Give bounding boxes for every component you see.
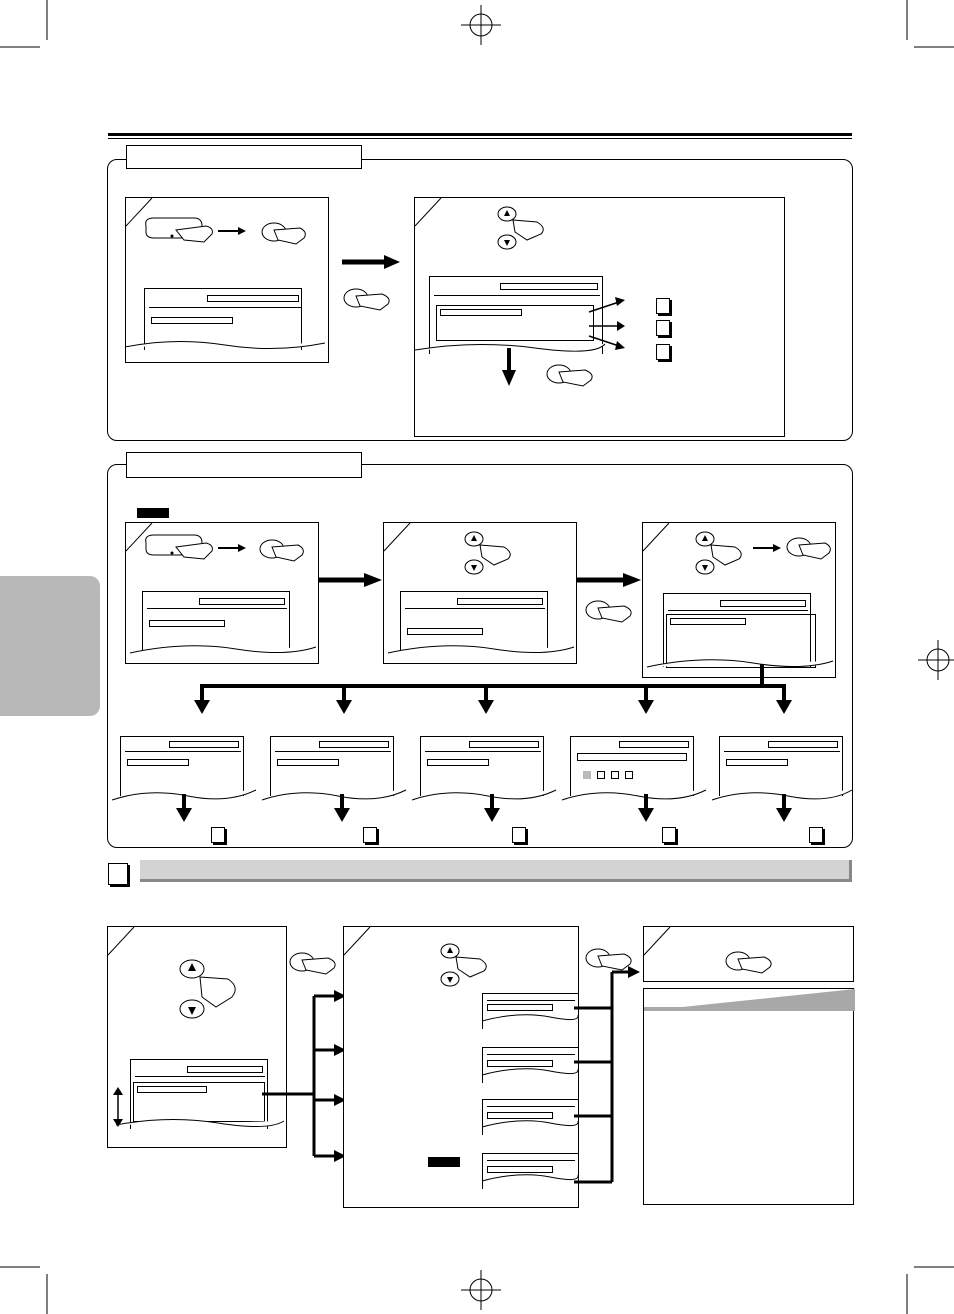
step-ref-box	[656, 320, 670, 336]
menu-divider	[147, 608, 287, 609]
corner-mark	[108, 927, 138, 957]
section-title-tab-2	[126, 452, 362, 478]
flow-arrow	[342, 254, 402, 270]
menu-highlight	[407, 628, 483, 635]
disc-type-tag	[428, 1157, 460, 1167]
menu-divider	[724, 751, 840, 752]
menu-highlight	[440, 309, 522, 316]
corner-mark	[384, 523, 414, 553]
menu-divider	[434, 295, 600, 296]
right-arrow-icon	[218, 543, 248, 553]
menu-highlight	[149, 620, 225, 627]
menu-title-bar	[619, 741, 689, 748]
menu-title-bar	[319, 741, 389, 748]
down-arrow-icon	[501, 348, 517, 388]
step-ref-box	[656, 344, 670, 360]
crosshair-registration-icon	[461, 5, 501, 45]
wave-edge	[125, 337, 325, 357]
flow-arrow	[577, 572, 643, 588]
menu-highlight	[127, 759, 189, 766]
up-down-arrow-buttons-icon	[464, 527, 524, 577]
flow-arrow	[318, 572, 384, 588]
section-title-tab-1	[126, 145, 362, 169]
corner-mark	[415, 198, 445, 228]
step-ref-box	[809, 827, 823, 843]
menu-screen	[144, 288, 302, 350]
note-header-wedge	[644, 989, 855, 1011]
sub-down-arrows	[0, 794, 954, 826]
menu-title-bar	[207, 295, 299, 302]
password-digit	[597, 771, 605, 779]
disc-type-tag	[137, 508, 169, 518]
menu-highlight	[670, 618, 746, 625]
hand-pressing-button-icon	[260, 220, 310, 246]
hand-pressing-button-icon	[258, 537, 308, 563]
bottom-step-box-3	[643, 926, 854, 982]
step-ref-box	[363, 827, 377, 843]
wave-edge	[108, 1115, 288, 1135]
menu-title-bar	[469, 741, 539, 748]
up-down-arrow-buttons-icon	[695, 527, 755, 577]
setup-button-icon	[144, 533, 219, 563]
menu-highlight	[277, 759, 339, 766]
menu-highlight	[487, 1004, 553, 1011]
up-down-arrow-buttons-icon	[178, 957, 248, 1027]
wave-edge	[384, 639, 578, 663]
hand-pressing-button-icon	[584, 946, 640, 970]
step-ref-box	[662, 827, 676, 843]
menu-title-bar	[720, 600, 806, 607]
hand-pressing-button-icon	[288, 950, 344, 974]
menu-divider	[125, 751, 241, 752]
menu-divider	[135, 1076, 265, 1077]
password-digit	[611, 771, 619, 779]
menu-divider	[668, 610, 808, 611]
step-box-a	[125, 522, 319, 664]
corner-mark	[643, 523, 673, 553]
menu-title-bar	[500, 283, 598, 290]
up-down-arrow-buttons-icon	[440, 941, 500, 991]
menu-highlight	[151, 317, 233, 324]
note-box	[643, 988, 854, 1205]
step-box-1	[125, 197, 329, 363]
header-rule	[108, 133, 852, 136]
menu-title-bar	[199, 598, 285, 605]
menu-highlight	[577, 753, 687, 761]
right-arrow-icon	[218, 226, 248, 236]
step-ref-box	[656, 298, 670, 314]
distribution-arrows	[0, 684, 954, 716]
menu-divider	[405, 608, 545, 609]
hand-pressing-button-icon	[545, 362, 599, 386]
corner-mark	[344, 927, 374, 957]
menu-highlight	[137, 1086, 207, 1093]
password-digit-filled	[583, 771, 591, 779]
hand-pressing-button-icon	[342, 286, 396, 310]
crosshair-registration-icon	[461, 1270, 501, 1310]
password-digit	[625, 771, 633, 779]
bottom-step-box-1	[107, 926, 287, 1148]
menu-divider	[425, 751, 541, 752]
return-connector	[570, 966, 650, 1190]
menu-title-bar	[768, 741, 838, 748]
hand-pressing-button-icon	[785, 535, 835, 561]
menu-title-bar	[169, 741, 239, 748]
bottom-step-box-2	[343, 926, 579, 1208]
right-arrow-icon	[753, 543, 783, 553]
corner-mark	[644, 927, 674, 957]
branch-connector	[262, 990, 352, 1170]
up-down-arrow-buttons-icon	[497, 202, 557, 252]
step-ref-box	[211, 827, 225, 843]
crosshair-registration-icon	[918, 640, 954, 680]
wave-edges-options	[480, 1011, 580, 1211]
menu-title-bar	[187, 1066, 263, 1073]
hand-pressing-button-icon	[724, 949, 780, 973]
step-ref-box	[512, 827, 526, 843]
step-box-b	[383, 522, 577, 664]
wave-edge	[643, 653, 837, 677]
menu-divider	[149, 307, 301, 308]
step-box-c	[642, 522, 836, 678]
menu-highlight	[427, 759, 489, 766]
header-rule-thin	[108, 138, 852, 139]
section-letter-box	[108, 863, 128, 885]
menu-title-bar	[457, 598, 543, 605]
step-box-2	[414, 197, 785, 437]
section-banner	[140, 860, 852, 882]
menu-divider	[275, 751, 391, 752]
setup-button-icon	[144, 216, 219, 246]
menu-highlight	[726, 759, 788, 766]
hand-pressing-button-icon	[584, 598, 638, 622]
wave-edge	[126, 639, 320, 663]
